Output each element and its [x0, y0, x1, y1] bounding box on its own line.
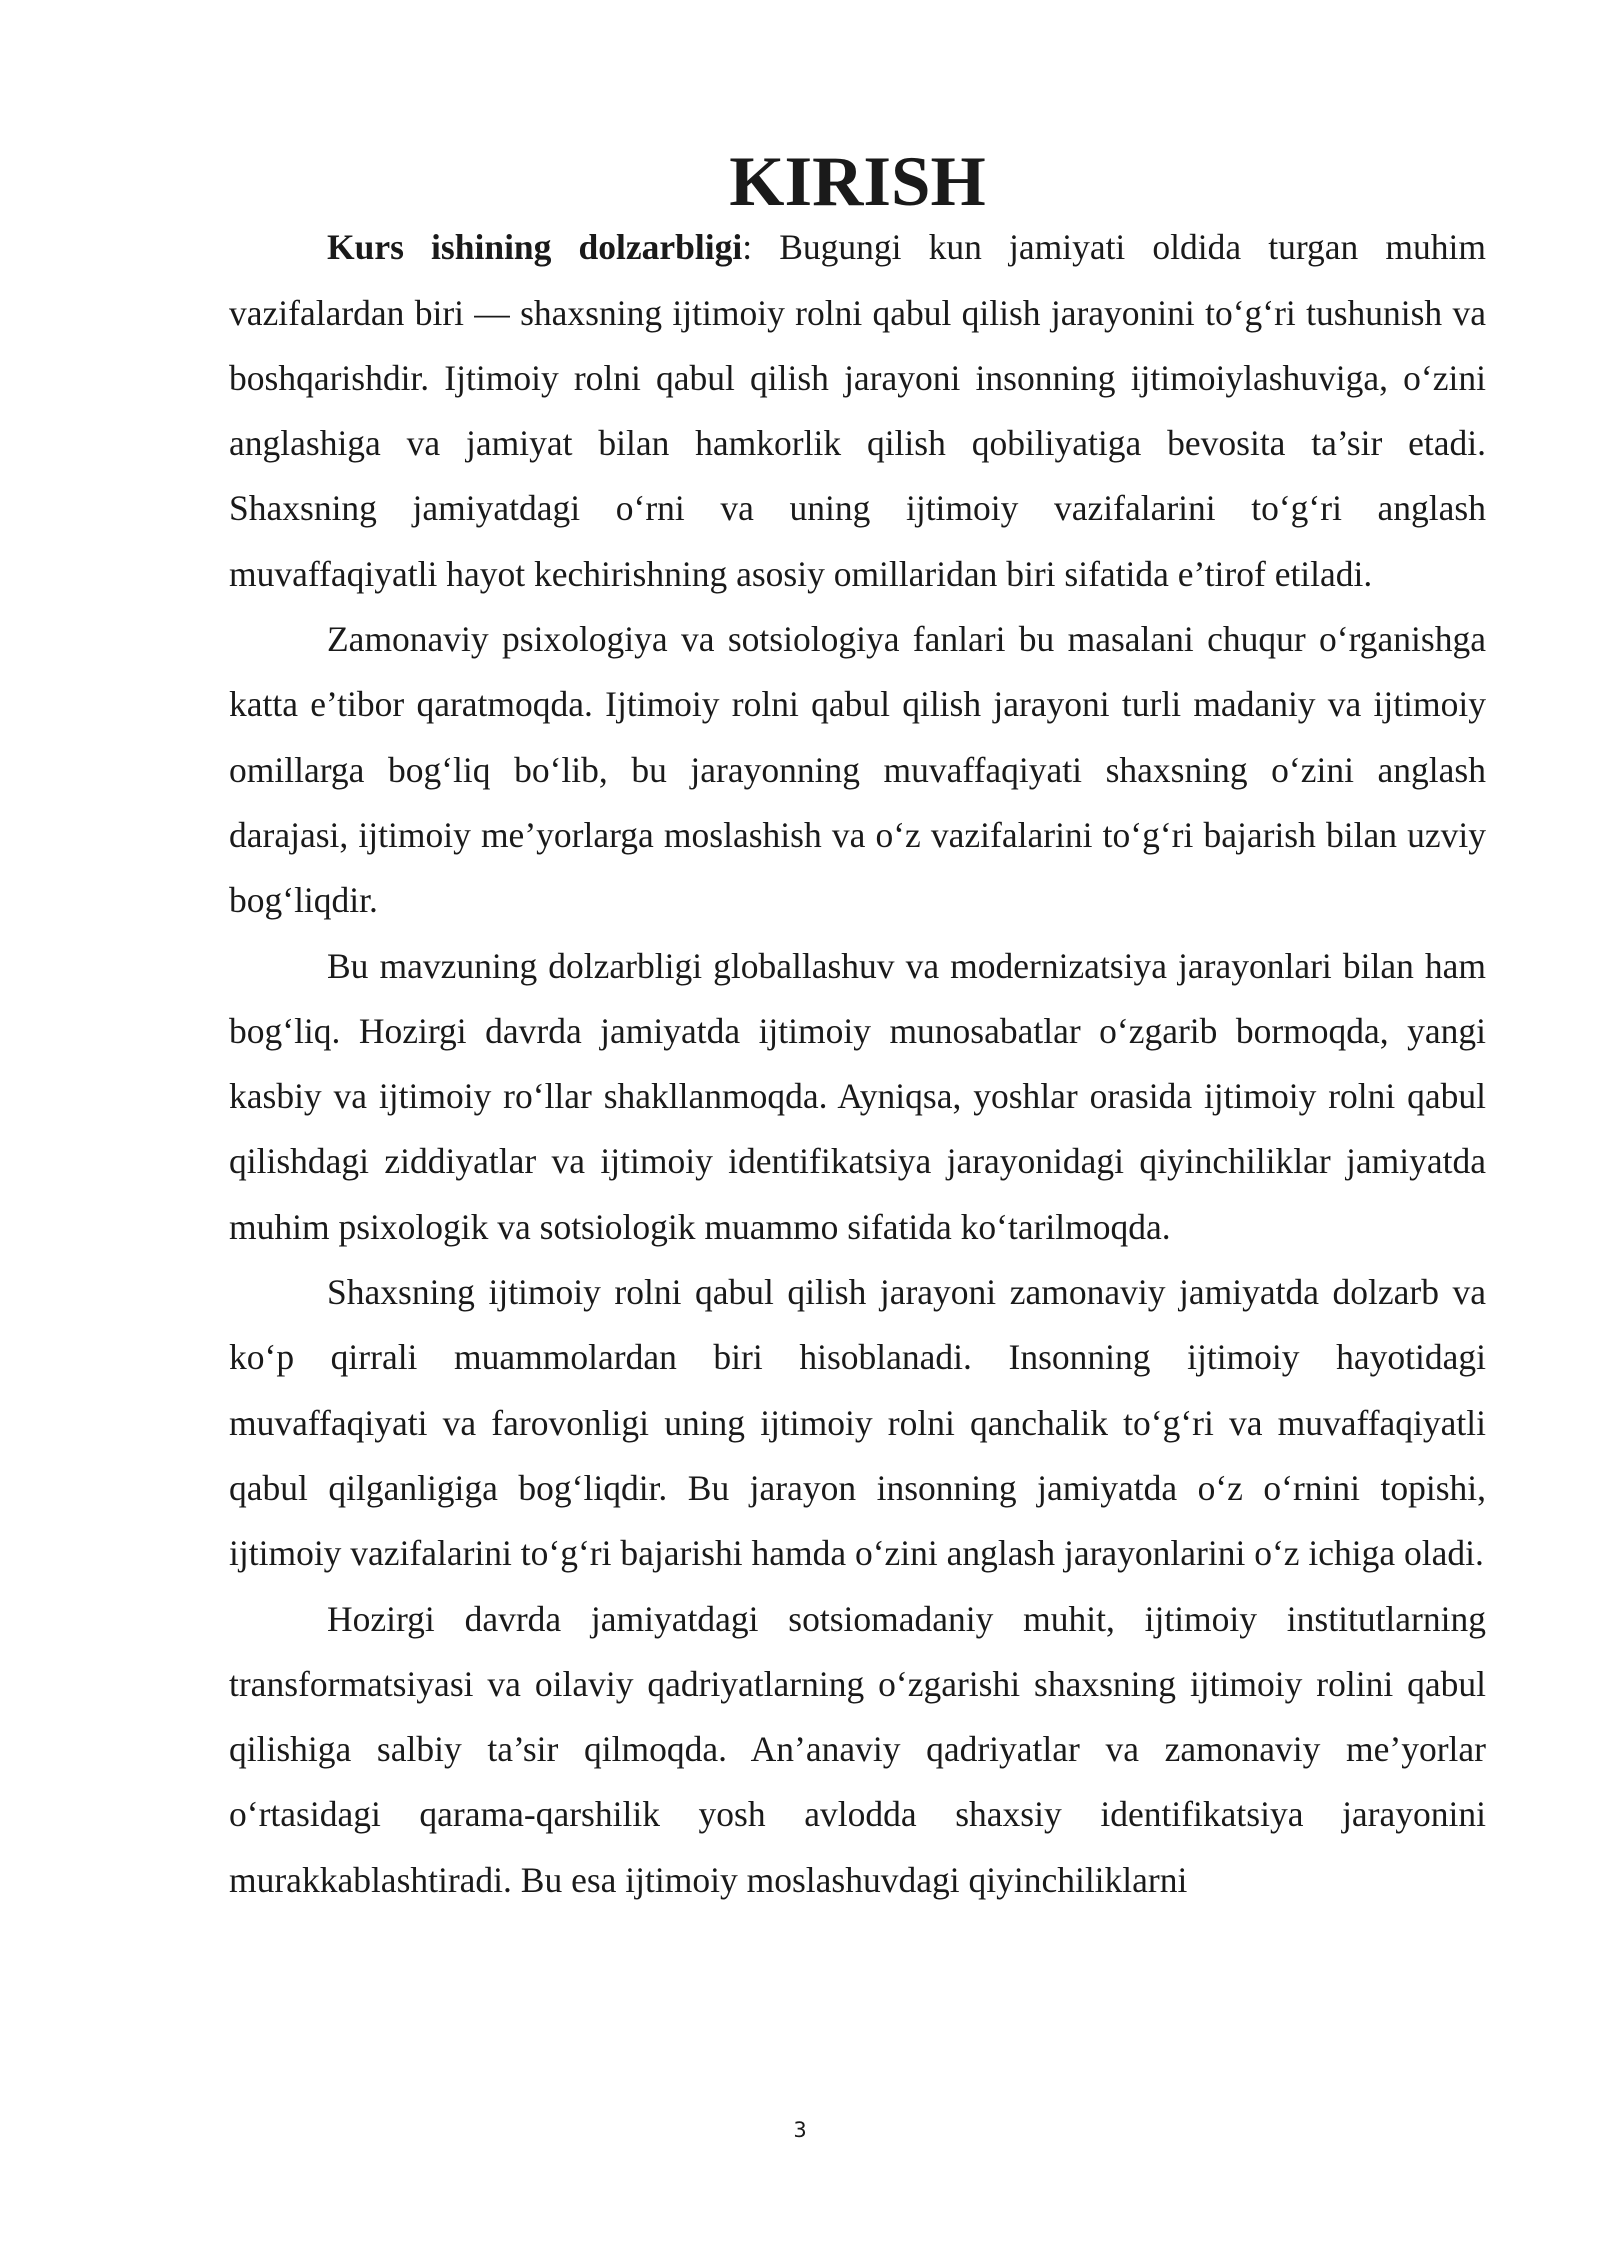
paragraph-text: Zamonaviy psixologiya va sotsiologiya fanlari bu masalani chuqur o‘rganishga katta e’tibor qaratmoqda. Ijtimoiy rolni qabul qilish jarayoni turli madaniy va ijtimoiy omillarga bog‘liq bo‘lib, bu jarayonning muvaffaqiyati shaxsning o‘zini anglash darajasi, ijtimoiy me’yorlarga moslashish va o‘z vazifalarini to‘g‘ri bajarish bilan uzviy bog‘liqdir. — [229, 619, 1486, 921]
paragraph-text: Shaxsning ijtimoiy rolni qabul qilish jarayoni zamonaviy jamiyatda dolzarb va ko‘p qirrali muammolardan biri hisoblanadi. Insonning ijtimoiy hayotidagi muvaffaqiyati va farovonligi uning ijtimoiy rolni qanchalik to‘g‘ri va muvaffaqiyatli qabul qilganligiga bog‘liqdir. Bu jarayon insonning jamiyatda o‘z o‘rnini topishi, ijtimoiy vazifalarini to‘g‘ri bajarishi hamda o‘zini anglash jarayonlarini o‘z ichiga oladi. — [229, 1272, 1486, 1574]
paragraph-text: Bu mavzuning dolzarbligi globallashuv va modernizatsiya jarayonlari bilan ham bog‘liq. Hozirgi davrda jamiyatda ijtimoiy munosabatlar o‘zgarib bormoqda, yangi kasbiy va ijtimoiy ro‘llar shakllanmoqda. Ayniqsa, yoshlar orasida ijtimoiy rolni qabul qilishdagi ziddiyatlar va ijtimoiy identifikatsiya jarayonidagi qiyinchiliklar jamiyatda muhim psixologik va sotsiologik muammo sifatida ko‘tarilmoqda. — [229, 945, 1486, 1247]
paragraph — [229, 1260, 1486, 1586]
page-number: 3 — [793, 2118, 807, 2142]
section-heading: KIRISH — [729, 143, 986, 221]
paragraph-relevance — [229, 215, 1486, 607]
page-body — [229, 143, 1486, 1913]
paragraph-text: : Bugungi kun jamiyati oldida turgan muhim vazifalardan biri — shaxsning ijtimoiy rolni qabul qilish jarayonini to‘g‘ri tushunish va boshqarishdir. Ijtimoiy rolni qabul qilish jarayoni insonning ijtimoiylashuviga, o‘zini anglashiga va jamiyat bilan hamkorlik qilish qobiliyatiga bevosita ta’sir etadi. Shaxsning jamiyatdagi o‘rni va uning ijtimoiy vazifalarini to‘g‘ri anglash muvaffaqiyatli hayot kechirishning asosiy omillaridan biri sifatida e’tirof etiladi. — [229, 227, 1486, 594]
paragraph-text: Hozirgi davrda jamiyatdagi sotsiomadaniy muhit, ijtimoiy institutlarning transformatsiyasi va oilaviy qadriyatlarning o‘zgarishi shaxsning ijtimoiy rolini qabul qilishiga salbiy ta’sir qilmoqda. An’anaviy qadriyatlar va zamonaviy me’yorlar o‘rtasidagi qarama-qarshilik yosh avlodda shaxsiy identifikatsiya jarayonini murakkablashtiradi. Bu esa ijtimoiy moslashuvdagi qiyinchiliklarni — [229, 1598, 1486, 1900]
paragraph — [229, 1587, 1486, 1913]
paragraph — [229, 934, 1486, 1260]
paragraph-lead: Kurs ishining dolzarbligi — [327, 227, 743, 268]
paragraph — [229, 607, 1486, 933]
